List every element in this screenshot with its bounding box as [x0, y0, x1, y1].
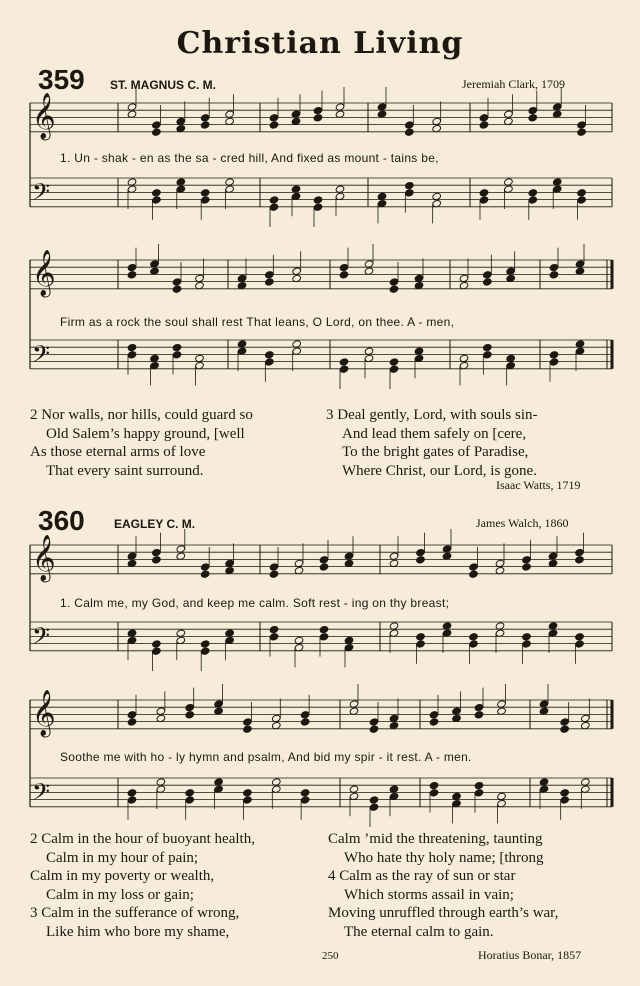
- hymn-number: 359: [38, 64, 85, 95]
- verse-line: Where Christ, our Lord, is gone.: [342, 462, 537, 479]
- svg-text:𝄞: 𝄞: [32, 93, 56, 139]
- verse-line: 2 Nor walls, nor hills, could guard so: [30, 407, 253, 423]
- verse-column-right: [328, 830, 558, 941]
- verse-line: 3 Deal gently, Lord, with souls sin-: [326, 407, 538, 423]
- verse-line: And lead them safely on [cere,: [342, 425, 527, 442]
- svg-text:𝄢: 𝄢: [32, 622, 51, 655]
- svg-text:𝄞: 𝄞: [32, 535, 56, 581]
- hymn-number: 360: [38, 505, 85, 536]
- tune-name: ST. MAGNUS C. M.: [110, 78, 217, 92]
- verse-line: The eternal calm to gain.: [344, 923, 494, 940]
- svg-text:𝄞: 𝄞: [32, 690, 56, 736]
- composer: James Walch, 1860: [476, 516, 569, 530]
- verse-line: Calm in my poverty or wealth,: [30, 868, 215, 884]
- verse-line: 2 Calm in the hour of buoyant health,: [30, 831, 255, 847]
- verse-line: Like him who bore my shame,: [46, 923, 230, 940]
- verse-line: Old Salem’s happy ground, [well: [46, 425, 245, 442]
- svg-text:𝄢: 𝄢: [32, 178, 51, 211]
- verse-column-left: [30, 830, 255, 941]
- svg-text:𝄢: 𝄢: [32, 340, 51, 373]
- verse-line: Which storms assail in vain;: [344, 886, 514, 903]
- verse-line: 3 Calm in the sufferance of wrong,: [30, 905, 240, 921]
- verse-line: Calm in my loss or gain;: [46, 886, 194, 903]
- svg-text:𝄞: 𝄞: [32, 250, 56, 296]
- verse-line: Who hate thy holy name; [throng: [344, 849, 544, 866]
- lyrics-line-1: 1. Un - shak - en as the sa - cred hill, And fixed as mount - tains be,: [60, 151, 439, 165]
- verse-line: Calm in my hour of pain;: [46, 849, 199, 866]
- author-credit: Horatius Bonar, 1857: [478, 948, 582, 962]
- verse-line: As those eternal arms of love: [30, 444, 206, 460]
- verse-line: That every saint surround.: [46, 462, 204, 479]
- verse-column-right: [326, 406, 538, 480]
- page-number: 250: [322, 950, 339, 962]
- verse-line: 4 Calm as the ray of sun or star: [328, 868, 516, 884]
- verse-line: To the bright gates of Paradise,: [342, 444, 529, 460]
- author-credit: Isaac Watts, 1719: [496, 478, 581, 492]
- composer: Jeremiah Clark, 1709: [462, 77, 565, 91]
- verse-line: Calm ’mid the threatening, taunting: [328, 831, 543, 847]
- verse-line: Moving unruffled through earth’s war,: [328, 905, 559, 921]
- section-title: Christian Living: [176, 26, 464, 61]
- lyrics-line-1: 1. Calm me, my God, and keep me calm. Soft rest - ing on thy breast;: [60, 596, 450, 610]
- tune-name: EAGLEY C. M.: [114, 517, 196, 531]
- svg-text:𝄢: 𝄢: [32, 778, 51, 811]
- lyrics-line-2: Firm as a rock the soul shall rest That leans, O Lord, on thee. A - men,: [60, 315, 455, 329]
- verse-column-left: [30, 406, 253, 480]
- lyrics-line-2: Soothe me with ho - ly hymn and psalm, And bid my spir - it rest. A - men.: [60, 750, 472, 764]
